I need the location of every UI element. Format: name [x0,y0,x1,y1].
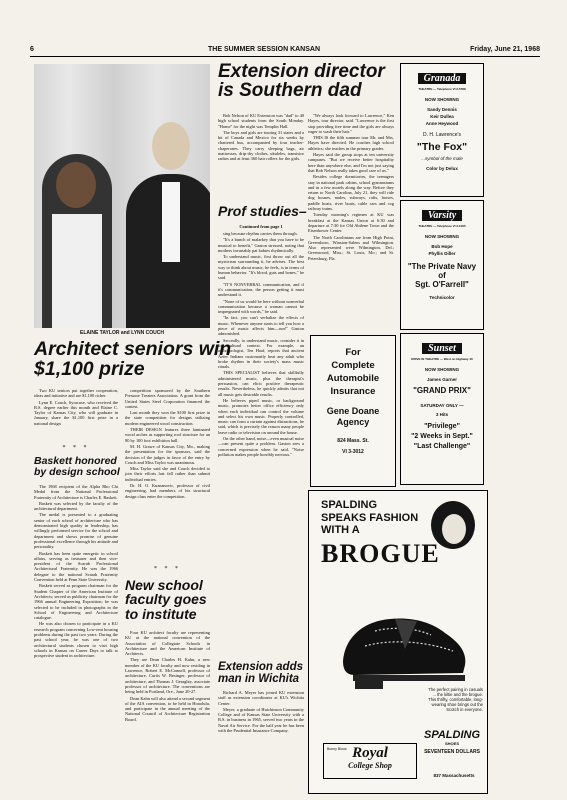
paragraph: Two KU seniors put together cooperation, ideas and initiative and are $1,100 richer. [34,388,118,399]
hit-title: "2 Weeks in Sept." [411,433,473,440]
ad-description: The perfect pairing in casuals ... the kiltie and the brogue. This thrifty, comfortable, long-wearing shoe brings out the Scotch in everyone. [428,687,483,712]
paragraph: He believes piped music, or background music, promotes better office efficiency only when each individual can control the volume and select his own music. Properly controlled, music can form a curtain against distractions, he said, which is precisely the reason many people leave radio or television on around the house. [218,397,304,435]
agency-address: 824 Mass. St. [337,438,369,444]
extension-article-col2 [308,113,394,262]
insurance-line: For [345,347,361,358]
varsity-theatre-ad [400,200,484,330]
store-by: Bunny Bloos [327,747,347,751]
varsity-phone: THEATRE — Telephone VI 3-1065 [418,224,466,228]
architect-article-col2 [125,388,210,500]
film-title: of [438,271,446,280]
paragraph: On the other hand, noise—even musical noise—can present quite a problem. Gaston sees a concerned expression when he said, "Noise pollution makes people horribly nervous." [218,435,304,457]
store-name: Royal [352,745,388,761]
paragraph: Baskett was selected by the faculty of the architectural department. [34,500,118,512]
paragraph: The medal is presented to a graduating senior of each school of architecture who has demonstrated high quality in leadership, has willingly performed service for the school and department and shows promise of genuine professional excellence through his attitude and personality. [34,512,118,550]
agency-phone: VI 3-3012 [342,449,364,455]
varsity-logo: Varsity [422,210,462,221]
baskett-article [34,484,118,660]
page-number: 6 [30,46,34,53]
film-title: "The Fox" [416,141,468,153]
paragraph: THIS SPECIALIST believes that skillfully administered music, plus the therapist's persuasion, can elicit positive therapeutic results. Nevertheless, he quickly admits that not all music gets desirable results. [218,370,304,397]
issue-date: Friday, June 21, 1968 [470,46,540,53]
sunset-drivein-ad [400,333,484,485]
cast-member: Bob Hope [431,244,453,249]
paragraph: Secondly, to understand music, consider it in its cultural context. For example, an anthropologist, Ten Haaf, reports that ancient Aztec Indians customarily beat any adult who broke rhythm in their society's mass music rituals. [218,337,304,370]
photo-caption: ELAINE TAYLOR and LYNN COUCH [80,330,164,336]
cast-member: Sandy Dennis [427,107,457,112]
royal-college-shop-logo [323,743,417,779]
paragraph: Tuesday morning's regimen at KU was breakfast at the Kansas Union at 6:30 and departure at 7:30 for Old Abilene Town and the Eisenhower Center. [308,212,394,234]
saturday-only: SATURDAY ONLY — [420,403,464,408]
film-color: Color by Delux [426,166,458,171]
ad-heading: SPEAKS FASHION [321,511,419,524]
ad-heading: SPALDING [321,499,378,511]
film-title: "The Private Navy [407,262,477,271]
paragraph: "IT'S NONVERBAL communication, and if it's communication, the person getting it must understand it. [218,281,304,298]
brogue-shoe-illustration [335,591,475,691]
students-photo [34,64,210,328]
architect-headline: Architect seniors win $1,100 prize [34,338,232,380]
separator-stars: * * * [62,445,90,451]
paragraph: Baskett has been quite energetic in school affairs, serving as treasurer and then vice-president of the Scarab Professional Architectural Fraternity. He was the 1966 delegate to the national Scarab Fraternity Convention held at Penn State University. [34,550,118,583]
insurance-ad [310,335,396,487]
wichita-headline: Extension adds man in Wichita [218,661,303,685]
paragraph: M. H. Grawe of Kansas City, Mo., making the presentation for the sponsors, said the decision of the judges in favor of the entry by Couch and Miss Taylor was unanimous. [125,443,210,465]
agency-name: Agency [336,417,370,427]
paragraph: Four KU architect faculty are representing KU at the national convention of the Association of Collegiate Schools in Architecture and the American Institute of Architects. [125,630,210,657]
paragraph: Richard A. Meyer has joined KU extension staff as extension coordinator at KU's Wichita Center. [218,690,304,706]
newspaper-name: THE SUMMER SESSION KANSAN [208,46,321,53]
architect-article-col1 [34,388,118,427]
paragraph: Baskett served as program chairman for the Student Chapter of the American Institute of Architects; served as publicity chairman for the 1966 annual Engineering Exposition; he was selected to be included in photographs in the School of Engineering and Architecture catalogue. [34,583,118,621]
cast-member: Anne Heywood [425,121,459,126]
hit-title: "Last Challenge" [413,443,471,450]
sunset-logo: Sunset [422,343,462,354]
film-tagline: ...symbol of the male [421,156,463,161]
sunset-phone: DRIVE IN THEATRE — West on Highway 40 [411,357,473,361]
paragraph: He was also chosen to participate in a KU research program concerning Low-rent housing problems during the past two years. During the past school year, he was one of two architectural students chosen to visit high schools in Kansas on Career Days to talk to prospective student in architecture. [34,621,118,659]
paragraph: The boys and girls are touring 31 states and a bit of Canada and Mexico for six weeks by chartered bus, accompanied by four teacher-chaperones. They carry sleeping bags, air mattresses, drip-dry clothes, ukuleles, transistor radios and at least 360 hair rollers for the girls. [218,129,304,162]
film-author: D. H. Lawrence's [423,132,461,138]
paragraph: "We always look forward to Lawrence," Ken Hayes, tour director, said. "Lawrence is the first stop providing free time and the girls are always eager to wash their hair." [308,113,394,134]
granada-phone: THEATRE — Telephone VI 3-5788 [418,87,466,91]
insurance-line: Automobile [326,373,380,384]
agency-name: Gene Doane [326,406,380,416]
paragraph: Lynn E. Couch, Syracuse, who received the B.S. degree earlier this month and Elaine C. Taylor of Kansas City, who will graduate in January, share the $1,100 first prize in a national design [34,399,118,426]
paragraph: THIS IS the fifth summer tour Mr. and Mrs. Hayes have directed. He coaches high school athletics; she teaches in the primary grades. [308,135,394,151]
cast-member: Keir Dullea [430,114,454,119]
extension-headline: Extension director is Southern dad [218,61,385,102]
prof-article-col1 [218,231,304,458]
paragraph: THEIR DESIGN features three laminated wood arches as supporting roof structure for an 80 by 100 foot exhibition hall. [125,427,210,443]
paragraph: Last month they won the $100 first prize in the state competition for designs utilizing modern engineered wood construction. [125,410,210,426]
insurance-line: Complete [331,360,375,371]
insurance-line: Insurance [330,386,376,397]
paragraph: The North Carolinians are from High Point, Greensboro, Winston-Salem and Wilmington. Also represented were Wilmington, Del.; Greenwood, Miss.; St. Louis, Mo.; and St. Petersburg, Fla. [308,234,394,261]
paragraph: Besides college dormitories, the teenagers stay in national park cabins, school gymnasiums and in a few motels along the way. Before they return to North Carolina, July 21, they will ride dog houses, mules, subways, rafts, horses, paddle boats, river boats, cable cars and cog railway trains. [308,174,394,212]
cast-member: Phyllis Diller [428,251,456,256]
spalding-brogue-ad [308,490,488,794]
extension-article-col1 [218,113,304,163]
granada-theatre-ad [400,63,484,197]
paragraph: Meyer, a graduate of Hutchinson Community College and of Kansas State University with a B.S. in business in 1965, served two years in the Naval Air Service. For the half year he has been with the Prudential Insurance Company. [218,706,304,734]
paragraph: competition sponsored by the Southern Pressure Treaters Association. A grant from the United States Steel Corporation financed the contest. [125,388,210,409]
hits-count: 3 Hits [435,412,449,417]
paragraph: Bob Nelson of KU Extension was "dad" to 40 high school students from the South Monday. "Home" for the night was Templin Hall. [218,113,304,129]
paragraph: The 1968 recipient of the Alpha Rho Chi Medal from the National Professional Fraternity of Architecture is Charles E. Baskett. [34,484,118,500]
store-name-sub: College Shop [348,761,392,770]
now-showing: NOW SHOWING [424,367,460,372]
film-color: Technicolor [429,295,455,300]
paragraph: They are Dean Charles H. Kahn, a new member of the KU faculty and now residing in Lawrence, Robert E. McConnell, professor of architecture, Curtis W. Besinger, professor of architecture, and Thomas J. Geraghty, associate professor of architecture. The conventions are being held in Portland, Ore., June 20-27. [125,657,210,695]
hit-title: "Privilege" [424,423,460,430]
now-showing: NOW SHOWING [424,97,460,102]
paragraph: Hayes said the group stops at ten university campuses. "But we receive better hospitality here than anywhere else, and I'm not just saying that Bob Nelson really takes good care of us." [308,152,394,173]
paragraph: Dean Kahn will also attend a second segment of the AIA convention, to be held in Honolulu, and participate in the annual meeting of the National Council of Architecture Registration Board. [125,695,210,722]
film-title: Sgt. O'Farrell" [415,280,469,289]
paragraph: sing because rhythm carries them through. [223,231,298,236]
model-portrait [425,495,481,551]
continued-line: Continued from page 1 [239,224,283,229]
paragraph: "It's a bunch of malarkey that you have to be musical to benefit," Gaston stressed, noting that mothers invariably pat babies rhythmically. [218,237,304,253]
paragraph: To understand music, first throw out all the mysticism surrounding it, he advises. The best way to think about music, he feels, is in terms of human behavior. "It's blood, guts and bones," he said. [218,254,304,281]
ad-brogue: BROGUE [321,539,440,568]
store-address: 837 Massachusetts [433,773,475,778]
price: SEVENTEEN DOLLARS [424,749,480,755]
paragraph: "None of us would be here without nonverbal communication because a woman cannot be impregnated with words," he said. [218,298,304,315]
wichita-article [218,690,304,734]
paragraph: Miss Taylor said she and Couch decided to join their efforts last fall rather than submit individual entries. [125,466,210,482]
brand-name: SPALDING [423,729,481,741]
paragraph: "In fact, you can't verbalize the effects of music. Whenever anyone starts to tell you how a piece of music affects him—run!" Gaston admonished. [218,315,304,337]
granada-logo: Granada [418,73,467,84]
prof-headline: Prof studies– [218,203,307,219]
faculty-headline: New school faculty goes to institute [125,577,207,622]
page-header [30,44,540,57]
paragraph: Dr. H. O. Kuznanovic, professor of civil engineering, had members of his structural design class enter the competition. [125,483,210,499]
film-title: "GRAND PRIX" [413,386,471,395]
separator-stars: * * * [154,566,181,572]
ad-heading: WITH A [321,524,360,536]
faculty-article [125,630,210,723]
now-showing: NOW SHOWING [424,234,460,239]
brand-sub: SHOES [444,741,459,746]
film-star: James Garner [426,377,458,382]
baskett-headline: Baskett honored by design school [34,455,120,478]
